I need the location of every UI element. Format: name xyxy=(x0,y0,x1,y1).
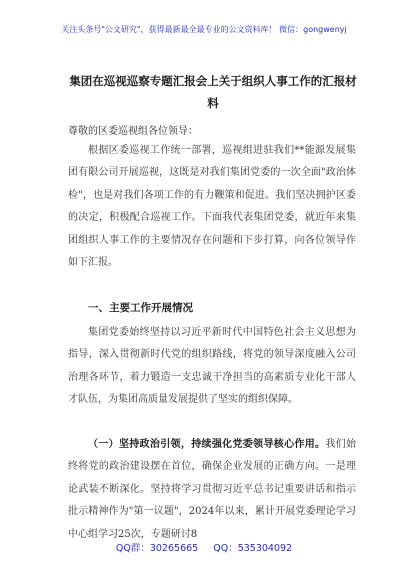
footer-qq-group: QQ群：30265665 xyxy=(115,543,199,554)
subsection-paragraph xyxy=(68,434,356,546)
document-title: 集团在巡视巡察专题汇报会上关于组织人事工作的汇报材料 xyxy=(69,74,357,110)
subsection-text: 我们始终将党的政治建设摆在首位，确保企业发展的正确方向。一是理论武装不断深化。坚持将学习贯彻习近平总书记重要讲话和指示批示精神作为"第一议题"，2024年以来，累计开展党委理论学习中心组学习25次，专题研讨8 xyxy=(68,439,357,540)
section-paragraph: 集团党委始终坚持以习近平新时代中国特色社会主义思想为指导，深入贯彻新时代党的组织路线，将党的领导深度融入公司治理各环节，着力锻造一支忠诚干净担当的高素质专业化干部人才队伍，为集团高质量发展提供了坚实的组织保障。 xyxy=(68,327,356,406)
top-banner: 关注头条号"公文研究"，获得最新最全最专业的公文资料库！ 微信：gongwenyj xyxy=(61,25,347,34)
footer-qq-number: QQ：535304092 xyxy=(213,543,293,554)
footer xyxy=(0,540,408,554)
subsection-heading: （一）坚持政治引领，持续强化党委领导核心作用。 xyxy=(88,439,326,450)
intro-paragraph: 根据区委巡视工作统一部署，巡视组进驻我们**能源发展集团有限公司开展巡视，这既是对我们集团党委的一次全面"政治体检"，也是对我们各项工作的有力鞭策和促进。我们坚决拥护区委的决定，积极配合巡视工作。下面我代表集团党委，就近年来集团组织人事工作的主要情况存在问题和下步打算，向各位领导作如下汇报。 xyxy=(68,145,356,269)
salutation: 尊敬的区委巡视组各位领导： xyxy=(68,126,198,137)
section-heading: 一、主要工作开展情况 xyxy=(88,302,193,314)
